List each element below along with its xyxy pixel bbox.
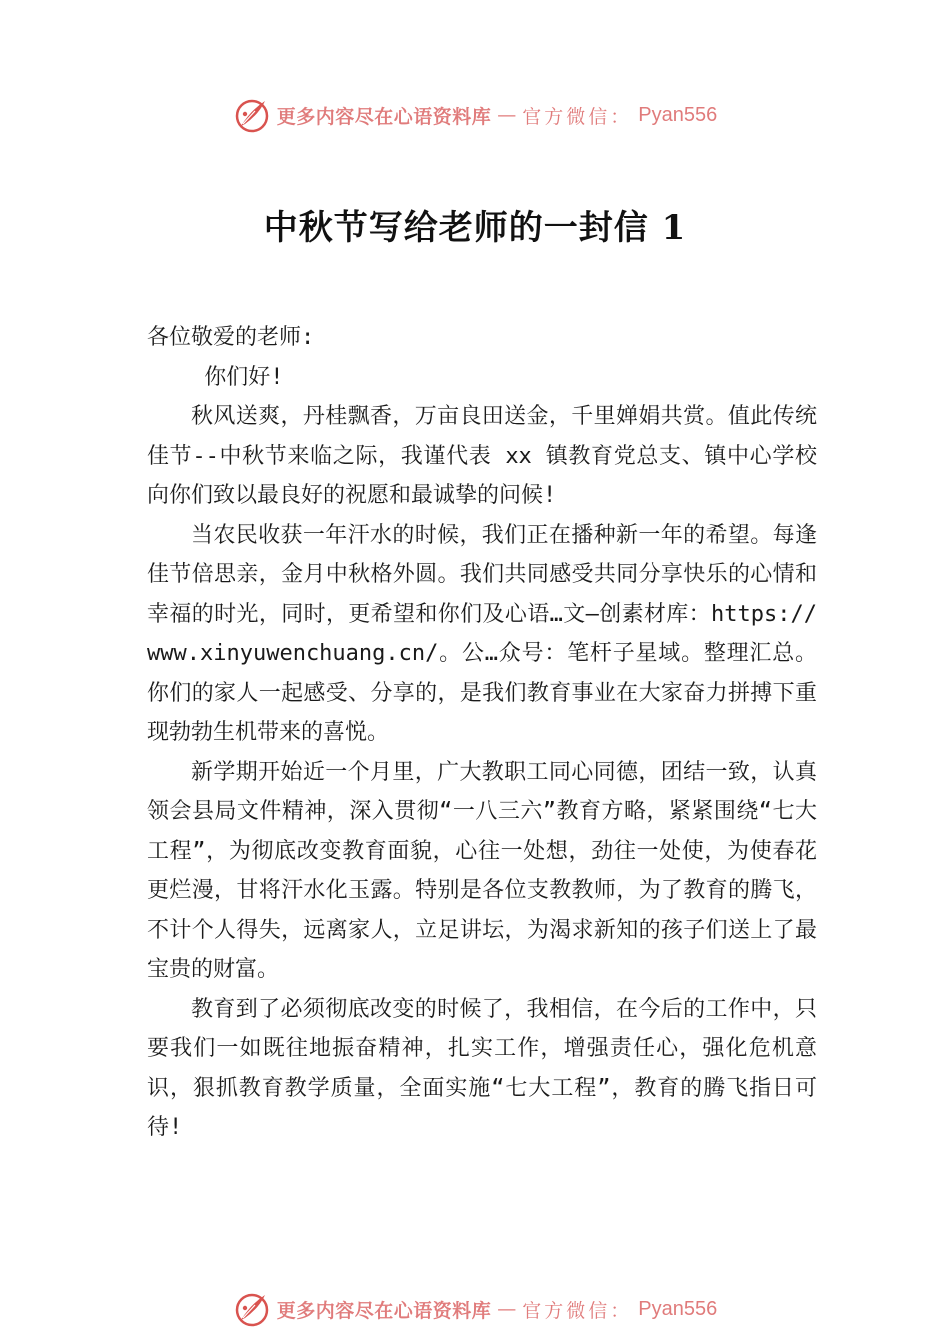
header-wechat-label: 官方微信： xyxy=(522,105,633,128)
letter-body xyxy=(147,318,817,1148)
paragraph-3: 新学期开始近一个月里，广大教职工同心同德，团结一致，认真领会县局文件精神，深入贯彻“一八三六”教育方略，紧紧围绕“七大工程”，为彻底改变教育面貌，心往一处想，劲往一处使，为使春花更烂漫，甘将汗水化玉露。特别是各位支教教师，为了教育的腾飞，不计个人得失，远离家人，立足讲坛，为渴求新知的孩子们送上了最宝贵的财富。 xyxy=(147,759,817,982)
feather-pen-icon xyxy=(233,1290,271,1328)
footer-wechat-id: Pyan556 xyxy=(638,1297,718,1320)
header-wechat-id: Pyan556 xyxy=(638,103,718,126)
footer-banner xyxy=(0,1289,950,1329)
header-banner xyxy=(0,95,950,135)
paragraph-1: 秋风送爽，丹桂飘香，万亩良田送金，千里婵娟共赏。值此传统佳节--中秋节来临之际，我谨代表 xx 镇教育党总支、镇中心学校向你们致以最良好的祝愿和最诚挚的问候! xyxy=(147,404,817,508)
greeting: 你们好! xyxy=(204,364,284,390)
footer-separator: — xyxy=(497,1298,517,1320)
feather-pen-icon xyxy=(233,96,271,134)
header-promo-text: 更多内容尽在心语资料库 xyxy=(276,105,492,128)
paragraph-2: 当农民收获一年汗水的时候，我们正在播种新一年的希望。每逢佳节倍思亲，金月中秋格外圆。我们共同感受共同分享快乐的心情和幸福的时光，同时，更希望和你们及心语…文—创素材库：https://www.xinyuwenchuang.cn/。公…众号：笔杆子星域。整理汇总。你们的家人一起感受、分享的，是我们教育事业在大家奋力拼搏下重现勃勃生机带来的喜悦。 xyxy=(147,522,817,745)
footer-promo-text: 更多内容尽在心语资料库 xyxy=(276,1299,492,1322)
salutation: 各位敬爱的老师: xyxy=(147,325,315,350)
header-separator: — xyxy=(497,104,517,126)
document-title: 中秋节写给老师的一封信 1 xyxy=(263,208,687,248)
footer-wechat-label: 官方微信： xyxy=(522,1299,633,1322)
paragraph-4: 教育到了必须彻底改变的时候了，我相信，在今后的工作中，只要我们一如既往地振奋精神，扎实工作，增强责任心，强化危机意识，狠抓教育教学质量，全面实施“七大工程”，教育的腾飞指日可待! xyxy=(147,996,817,1140)
